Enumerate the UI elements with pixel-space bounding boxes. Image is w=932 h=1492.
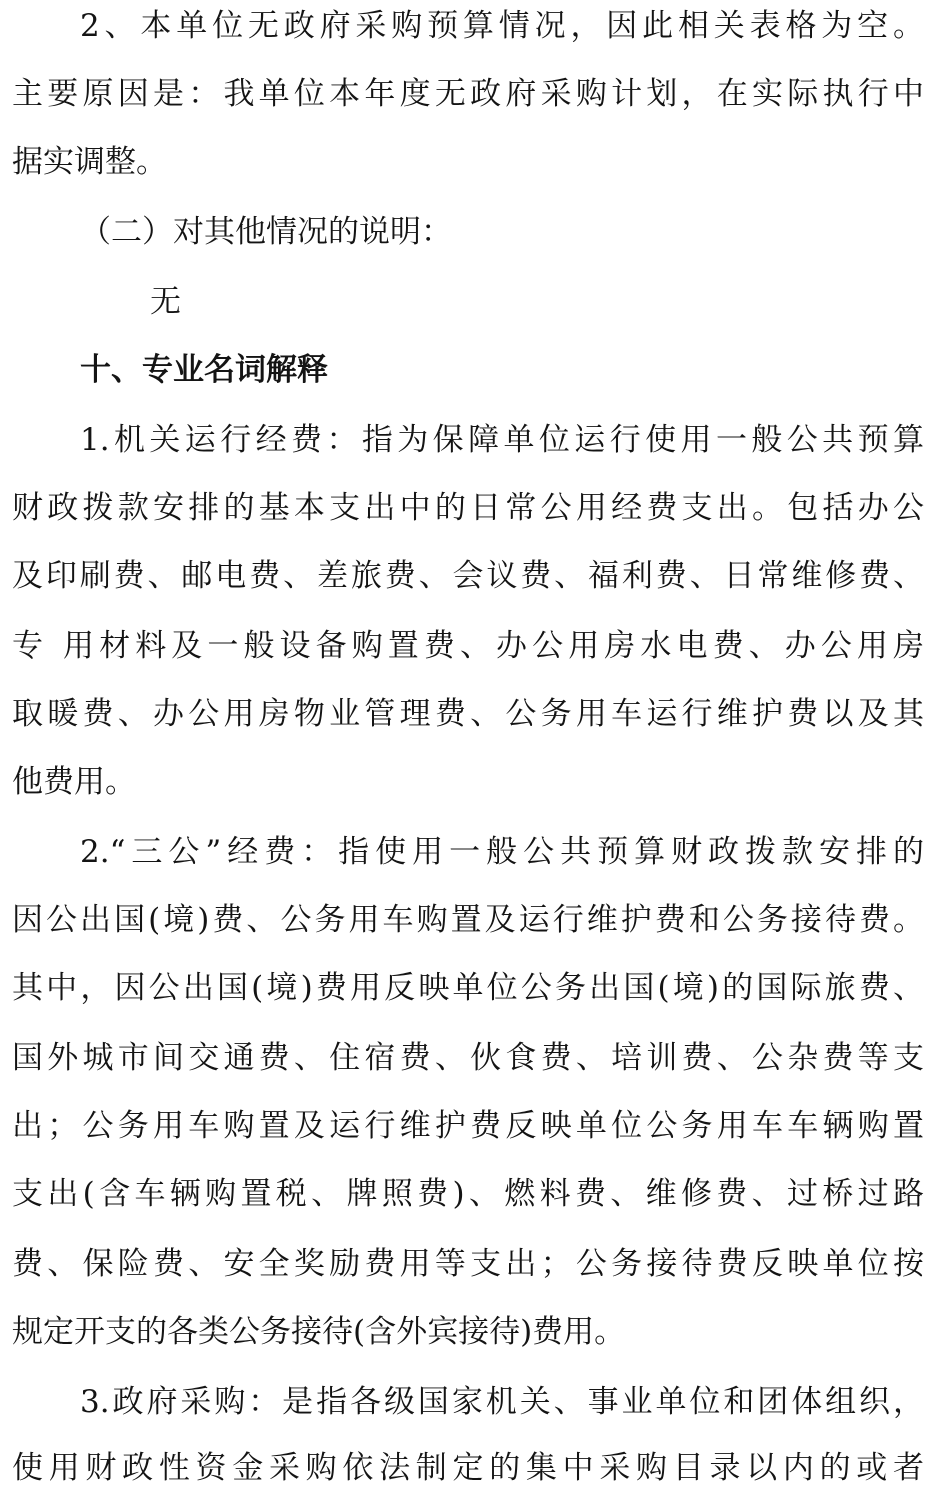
glossary-item-1-line-3: 及印刷费、邮电费、差旅费、会议费、福利费、日常维修费、 bbox=[12, 558, 924, 594]
glossary-item-1-line-5: 取暖费、办公用房物业管理费、公务用车运行维护费以及其 bbox=[12, 696, 924, 732]
para-procurement-note-line-3: 据实调整。 bbox=[12, 144, 167, 180]
glossary-item-1-line-1: 1.机关运行经费：指为保障单位运行使用一般公共预算 bbox=[80, 422, 924, 458]
section-glossary-heading: 十、专业名词解释 bbox=[80, 352, 328, 388]
glossary-item-2-line-7: 费、保险费、安全奖励费用等支出；公务接待费反映单位按 bbox=[12, 1246, 924, 1282]
glossary-item-2-line-1: 2.“三公”经费：指使用一般公共预算财政拨款安排的 bbox=[80, 834, 924, 870]
para-procurement-note-line-1: 2、本单位无政府采购预算情况，因此相关表格为空。 bbox=[80, 8, 924, 44]
glossary-item-3-line-2: 使用财政性资金采购依法制定的集中采购目录以内的或者 bbox=[12, 1450, 924, 1486]
section-other-explanation-heading: （二）对其他情况的说明： bbox=[80, 214, 452, 250]
glossary-item-1-line-4: 专 用材料及一般设备购置费、办公用房水电费、办公用房 bbox=[12, 628, 924, 664]
glossary-item-2-line-2: 因公出国(境)费、公务用车购置及运行维护费和公务接待费。 bbox=[12, 902, 924, 938]
glossary-item-2-line-8: 规定开支的各类公务接待(含外宾接待)费用。 bbox=[12, 1314, 626, 1350]
other-explanation-value: 无 bbox=[150, 284, 181, 320]
para-procurement-note-line-2: 主要原因是：我单位本年度无政府采购计划，在实际执行中 bbox=[12, 76, 924, 112]
glossary-item-1-line-6: 他费用。 bbox=[12, 764, 136, 800]
glossary-item-2-line-3: 其中，因公出国(境)费用反映单位公务出国(境)的国际旅费、 bbox=[12, 970, 924, 1006]
glossary-item-3-line-1: 3.政府采购：是指各级国家机关、事业单位和团体组织， bbox=[80, 1384, 924, 1420]
glossary-item-2-line-5: 出；公务用车购置及运行维护费反映单位公务用车车辆购置 bbox=[12, 1108, 924, 1144]
glossary-item-2-line-4: 国外城市间交通费、住宿费、伙食费、培训费、公杂费等支 bbox=[12, 1040, 924, 1076]
glossary-item-1-line-2: 财政拨款安排的基本支出中的日常公用经费支出。包括办公 bbox=[12, 490, 924, 526]
glossary-item-2-line-6: 支出(含车辆购置税、牌照费)、燃料费、维修费、过桥过路 bbox=[12, 1176, 924, 1212]
